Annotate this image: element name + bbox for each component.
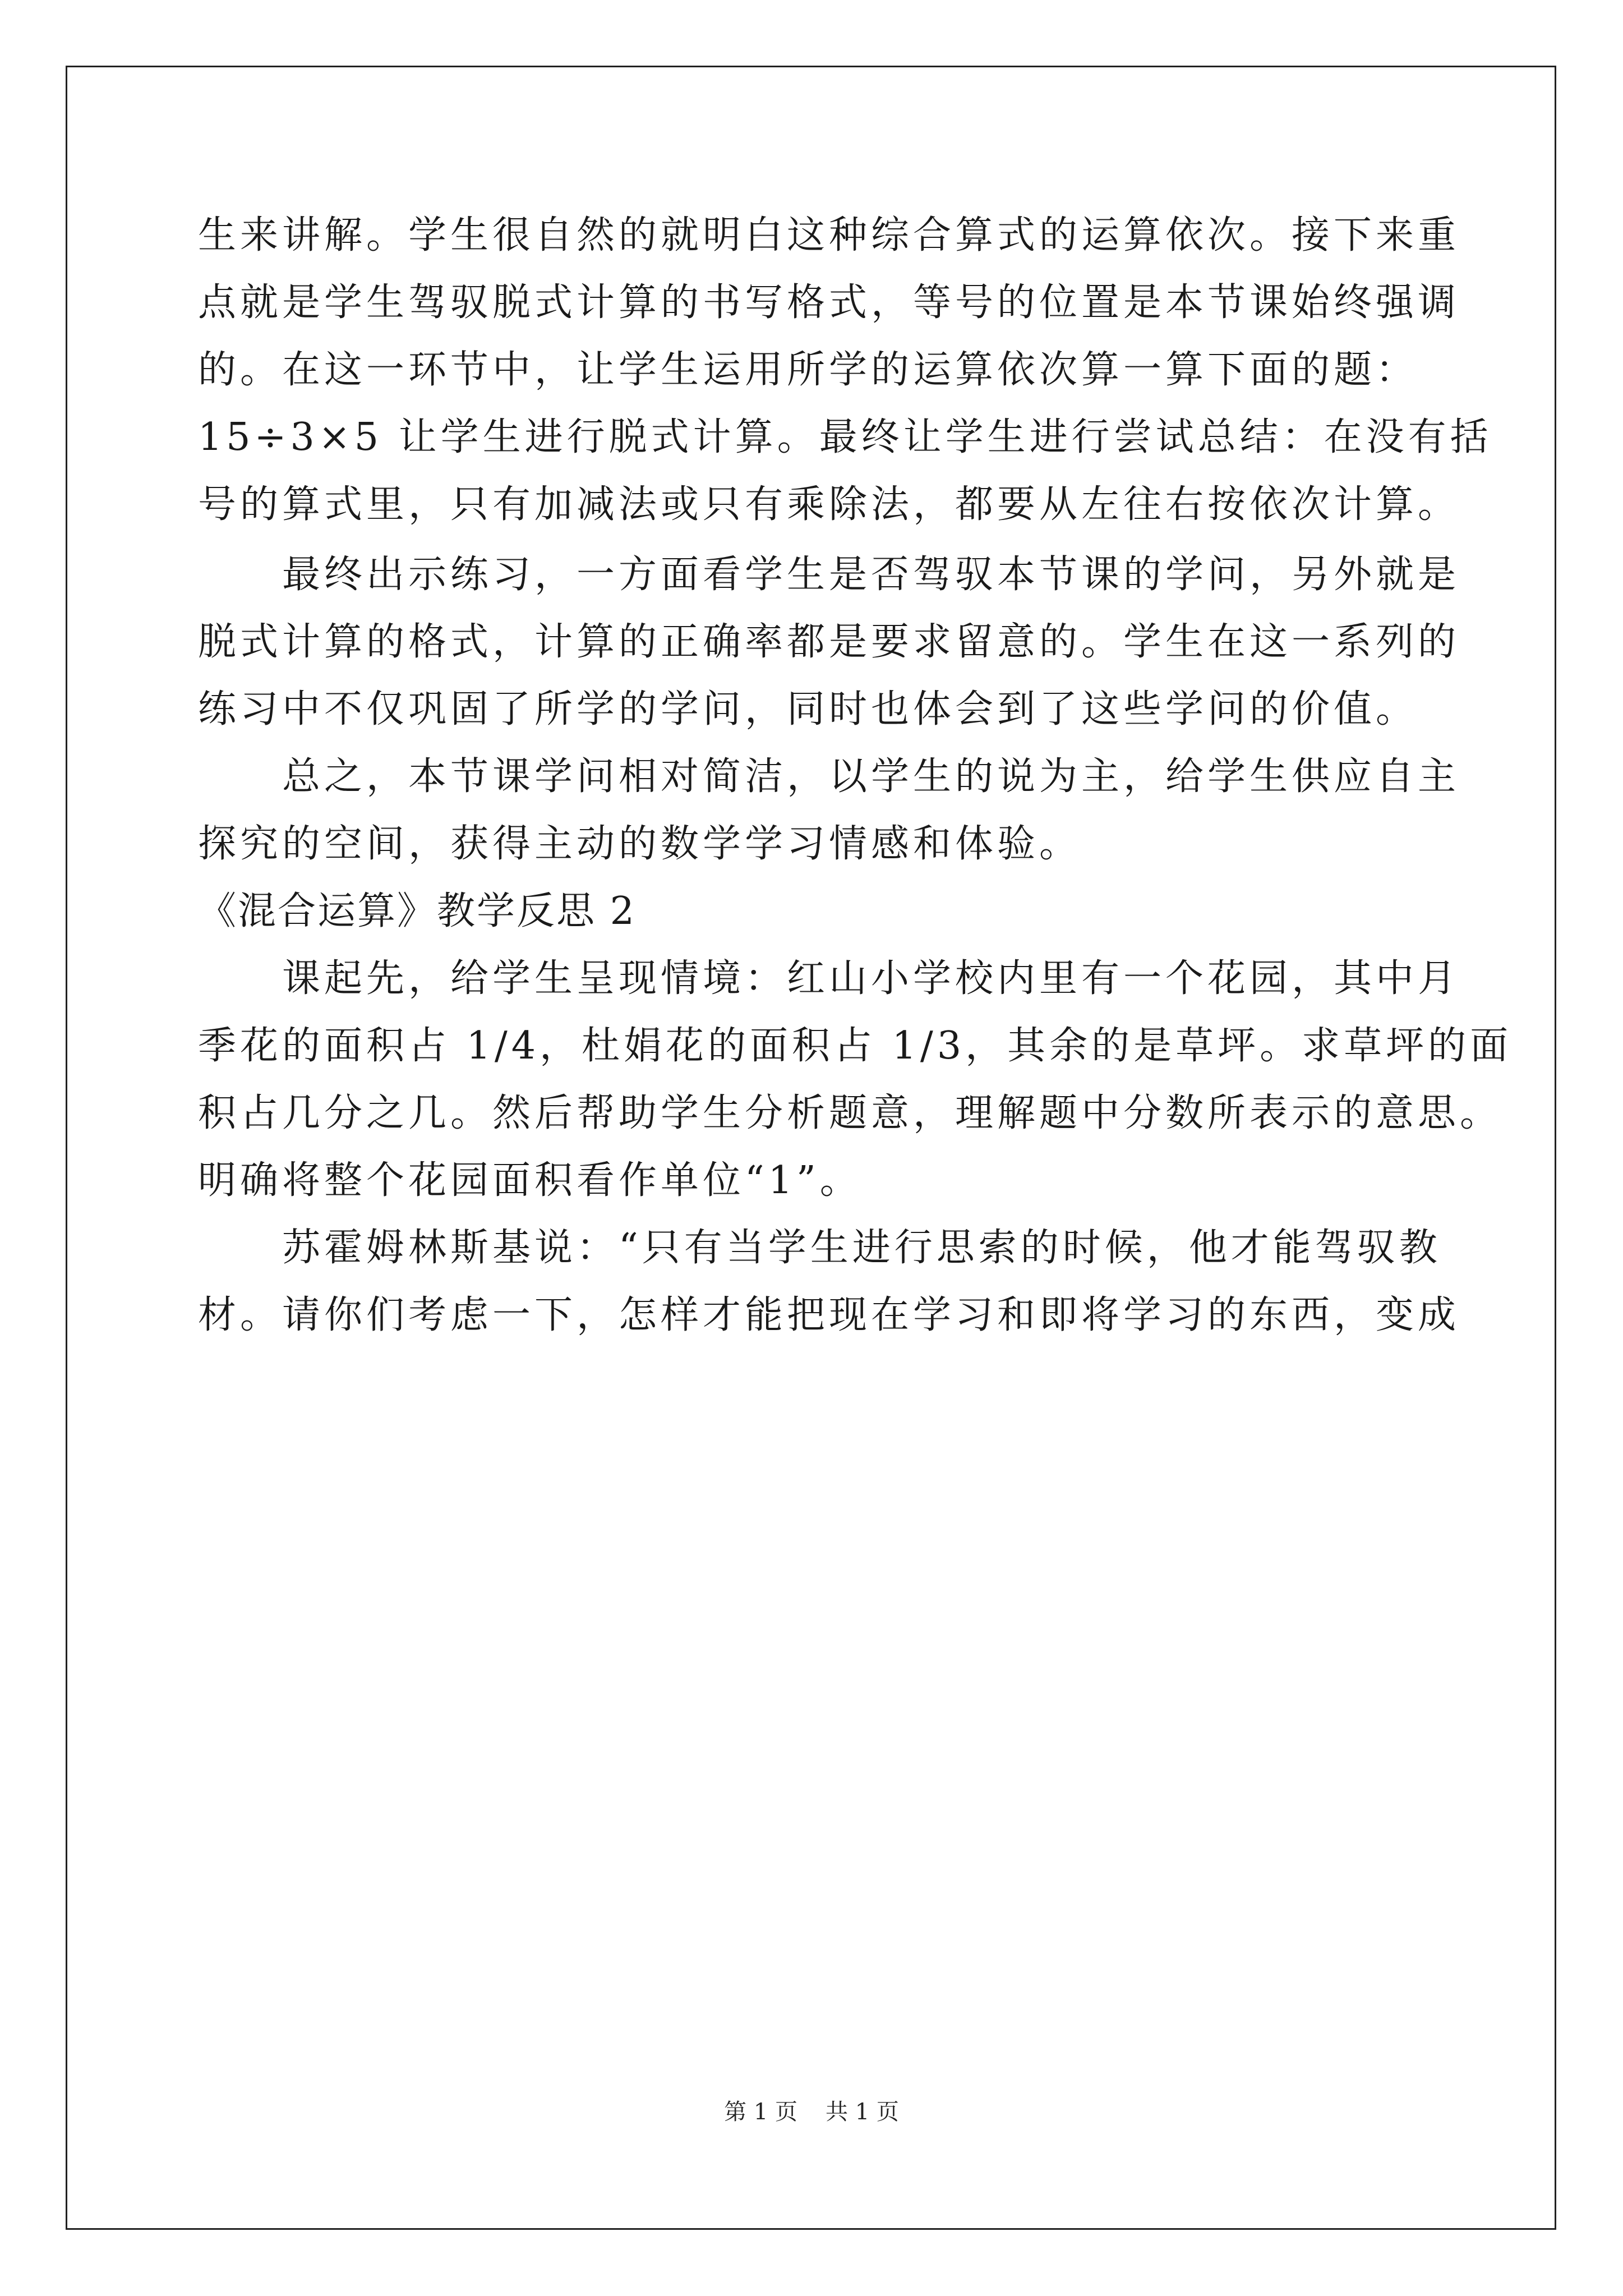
- text-line: 生来讲解。学生很自然的就明白这种综合算式的运算依次。接下来重: [198, 213, 1460, 257]
- text-line: 点就是学生驾驭脱式计算的书写格式，等号的位置是本节课始终强调: [198, 280, 1460, 325]
- page-total: 共 1 页: [826, 2099, 899, 2125]
- page-number: 第 1 页: [724, 2099, 797, 2125]
- page-footer: [0, 2098, 1623, 2126]
- text-line: 15÷3×5 让学生进行脱式计算。最终让学生进行尝试总结：在没有括: [198, 415, 1492, 459]
- text-line: 最终出示练习，一方面看学生是否驾驭本节课的学问，另外就是: [198, 553, 1460, 597]
- text-line: 练习中不仅巩固了所学的学问，同时也体会到了这些学问的价值。: [198, 687, 1418, 731]
- text-line: 的。在这一环节中，让学生运用所学的运算依次算一算下面的题：: [198, 348, 1418, 392]
- text-line: 课起先，给学生呈现情境：红山小学校内里有一个花园，其中月: [198, 956, 1460, 1001]
- section-heading: 《混合运算》教学反思 2: [198, 889, 636, 933]
- text-line: 号的算式里，只有加减法或只有乘除法，都要从左往右按依次计算。: [198, 482, 1460, 527]
- text-line: 积占几分之几。然后帮助学生分析题意，理解题中分数所表示的意思。: [198, 1091, 1502, 1135]
- text-line: 探究的空间，获得主动的数学学习情感和体验。: [198, 822, 1082, 866]
- text-line: 脱式计算的格式，计算的正确率都是要求留意的。学生在这一系列的: [198, 620, 1460, 664]
- text-line: 总之，本节课学问相对简洁，以学生的说为主，给学生供应自主: [198, 754, 1460, 799]
- text-line: 苏霍姆林斯基说：“只有当学生进行思索的时候，他才能驾驭教: [198, 1226, 1441, 1270]
- text-line: 材。请你们考虑一下，怎样才能把现在学习和即将学习的东西，变成: [198, 1293, 1460, 1337]
- text-line: 明确将整个花园面积看作单位“1”。: [198, 1158, 862, 1203]
- text-line: 季花的面积占 1/4，杜娟花的面积占 1/3，其余的是草坪。求草坪的面: [198, 1024, 1513, 1068]
